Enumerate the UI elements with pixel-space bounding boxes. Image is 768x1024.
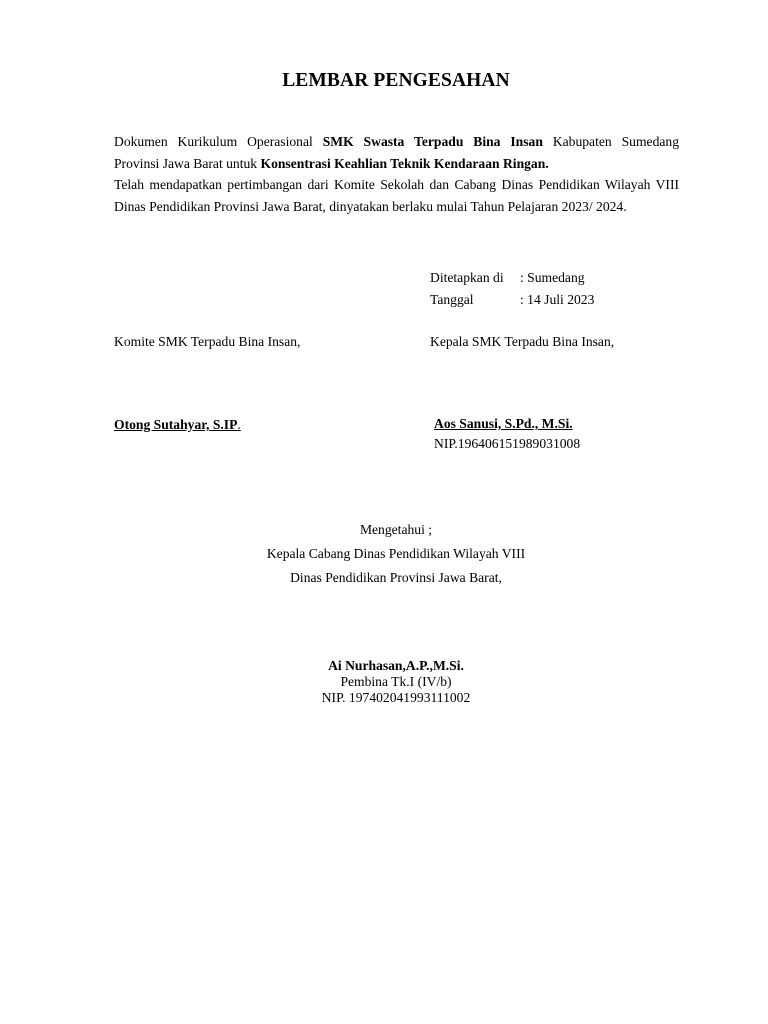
intro-text: Provinsi Jawa Barat untuk: [114, 155, 261, 171]
enactment-info: [430, 267, 594, 310]
expertise-concentration: Konsentrasi Keahlian Teknik Kendaraan Ringan: [260, 155, 546, 171]
place-label: Ditetapkan di: [430, 270, 504, 285]
acknowledge-office: Kepala Cabang Dinas Pendidikan Wilayah VIII: [266, 546, 526, 561]
date-label: Tanggal: [430, 291, 474, 307]
page-title: LEMBAR PENGESAHAN: [282, 70, 510, 91]
intro-line-1: [114, 131, 679, 153]
right-signer-role: [430, 331, 614, 353]
intro-paragraph: [114, 131, 679, 218]
branch-head-name: Ai Nurhasan,A.P.,M.Si.: [328, 658, 464, 673]
left-signer-role: [114, 331, 300, 353]
intro-text: Dokumen Kurikulum Operasional: [114, 134, 323, 149]
committee-name-row: [114, 414, 241, 436]
left-signature: [114, 414, 241, 436]
committee-role: Komite SMK Terpadu Bina Insan,: [114, 334, 301, 349]
committee-name: Otong Sutahyar, S.IP: [114, 417, 238, 432]
committee-name-suffix: .: [237, 417, 241, 432]
intro-text: .: [545, 155, 549, 171]
principal-name: Aos Sanusi, S.Pd., M.Si.: [434, 416, 573, 431]
principal-role: Kepala SMK Terpadu Bina Insan,: [430, 334, 615, 349]
date-row: [430, 289, 594, 311]
place-row: [430, 267, 594, 289]
branch-head-nip: NIP. 197402041993111002: [321, 690, 471, 705]
acknowledgement-block: [0, 518, 768, 590]
right-signature: [434, 414, 580, 454]
principal-nip: NIP.196406151989031008: [434, 436, 581, 451]
intro-text: Kabupaten Sumedang: [542, 134, 679, 149]
place-value: : Sumedang: [520, 270, 585, 285]
principal-name-row: [434, 414, 580, 434]
approval-statement: Telah mendapatkan pertimbangan dari Komite Sekolah dan Cabang Dinas Pendidikan Wilayah VIII Dinas Pendidikan Provinsi Jawa Barat, dinyatakan berlaku mulai Tahun Pelajaran 2023/ 2024.: [114, 177, 679, 215]
school-name: SMK Swasta Terpadu Bina Insan: [322, 134, 543, 149]
acknowledge-department: Dinas Pendidikan Provinsi Jawa Barat,: [290, 570, 502, 585]
acknowledge-heading: Mengetahui ;: [359, 522, 433, 537]
branch-head-signature: [0, 658, 768, 706]
branch-head-rank: Pembina Tk.I (IV/b): [340, 674, 452, 689]
intro-line-2: [114, 153, 679, 175]
date-value: : 14 Juli 2023: [520, 291, 595, 307]
